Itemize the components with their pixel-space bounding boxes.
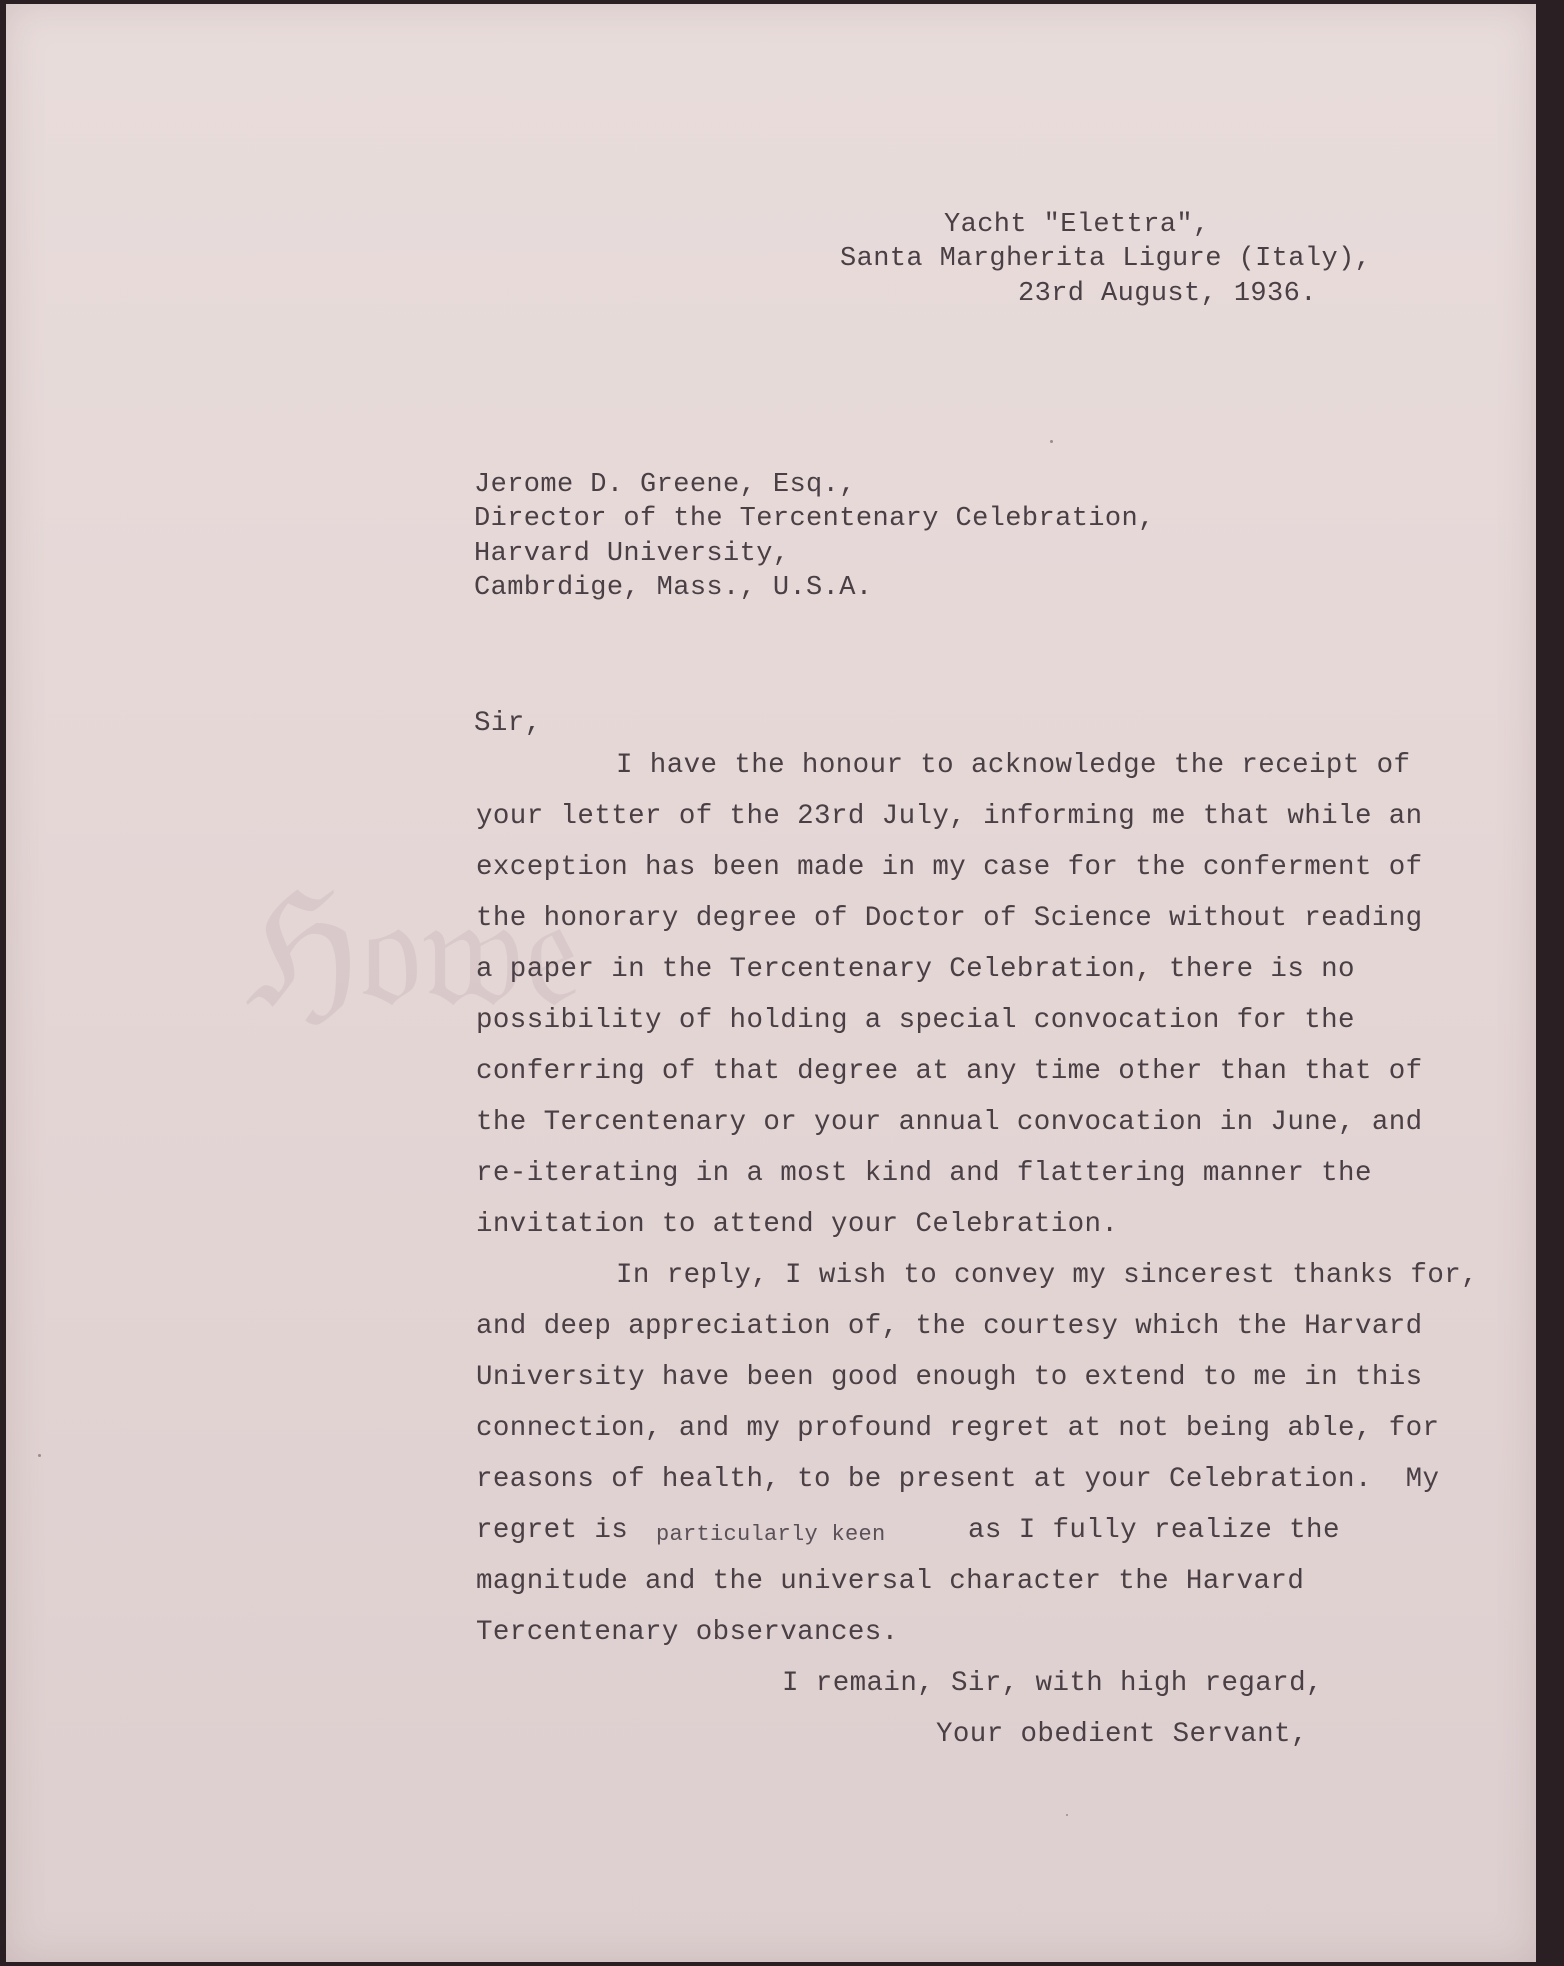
recipient-line: Jerome D. Greene, Esq., [474,470,856,500]
paper-speck [1066,1814,1068,1816]
body-line: Tercentenary observances. [476,1617,899,1648]
body-line: reasons of health, to be present at your Celebration. My [476,1464,1440,1495]
closing-line: Your obedient Servant, [936,1719,1308,1750]
body-line: invitation to attend your Celebration. [476,1209,1119,1240]
heading-line: Santa Margherita Ligure (Italy), [840,244,1372,274]
paper-speck [1050,440,1053,443]
typed-insertion: particularly keen [656,1522,886,1547]
closing-line: I remain, Sir, with high regard, [782,1668,1323,1699]
letter-page [6,4,1536,1962]
paper-speck [38,1454,41,1457]
body-line: I have the honour to acknowledge the receipt of [616,750,1411,781]
embossed-watermark: ℌ𝔬𝔴𝔢 [246,859,581,1043]
body-line: magnitude and the universal character the Harvard [476,1566,1305,1597]
salutation: Sir, [474,708,542,739]
body-line: and deep appreciation of, the courtesy which the Harvard [476,1311,1423,1342]
body-line: possibility of holding a special convocation for the [476,1005,1355,1036]
body-line: the honorary degree of Doctor of Science without reading [476,903,1423,934]
body-line: a paper in the Tercentenary Celebration, there is no [476,954,1355,985]
body-line: University have been good enough to extend to me in this [476,1362,1423,1393]
heading-line: Yacht "Elettra", [944,210,1210,240]
heading-date: 23rd August, 1936. [1018,279,1317,309]
body-line: In reply, I wish to convey my sincerest thanks for, [616,1260,1479,1291]
body-line: regret is [476,1515,629,1546]
recipient-line: Cambrdige, Mass., U.S.A. [474,573,873,603]
body-line: re-iterating in a most kind and flattering manner the [476,1158,1372,1189]
body-line: exception has been made in my case for the conferment of [476,852,1423,883]
body-line: the Tercentenary or your annual convocation in June, and [476,1107,1423,1138]
body-line: connection, and my profound regret at not being able, for [476,1413,1440,1444]
body-line: as I fully realize the [968,1515,1340,1546]
recipient-line: Harvard University, [474,539,790,569]
body-line: conferring of that degree at any time other than that of [476,1056,1423,1087]
body-line: your letter of the 23rd July, informing me that while an [476,801,1423,832]
recipient-line: Director of the Tercentenary Celebration, [474,504,1155,534]
